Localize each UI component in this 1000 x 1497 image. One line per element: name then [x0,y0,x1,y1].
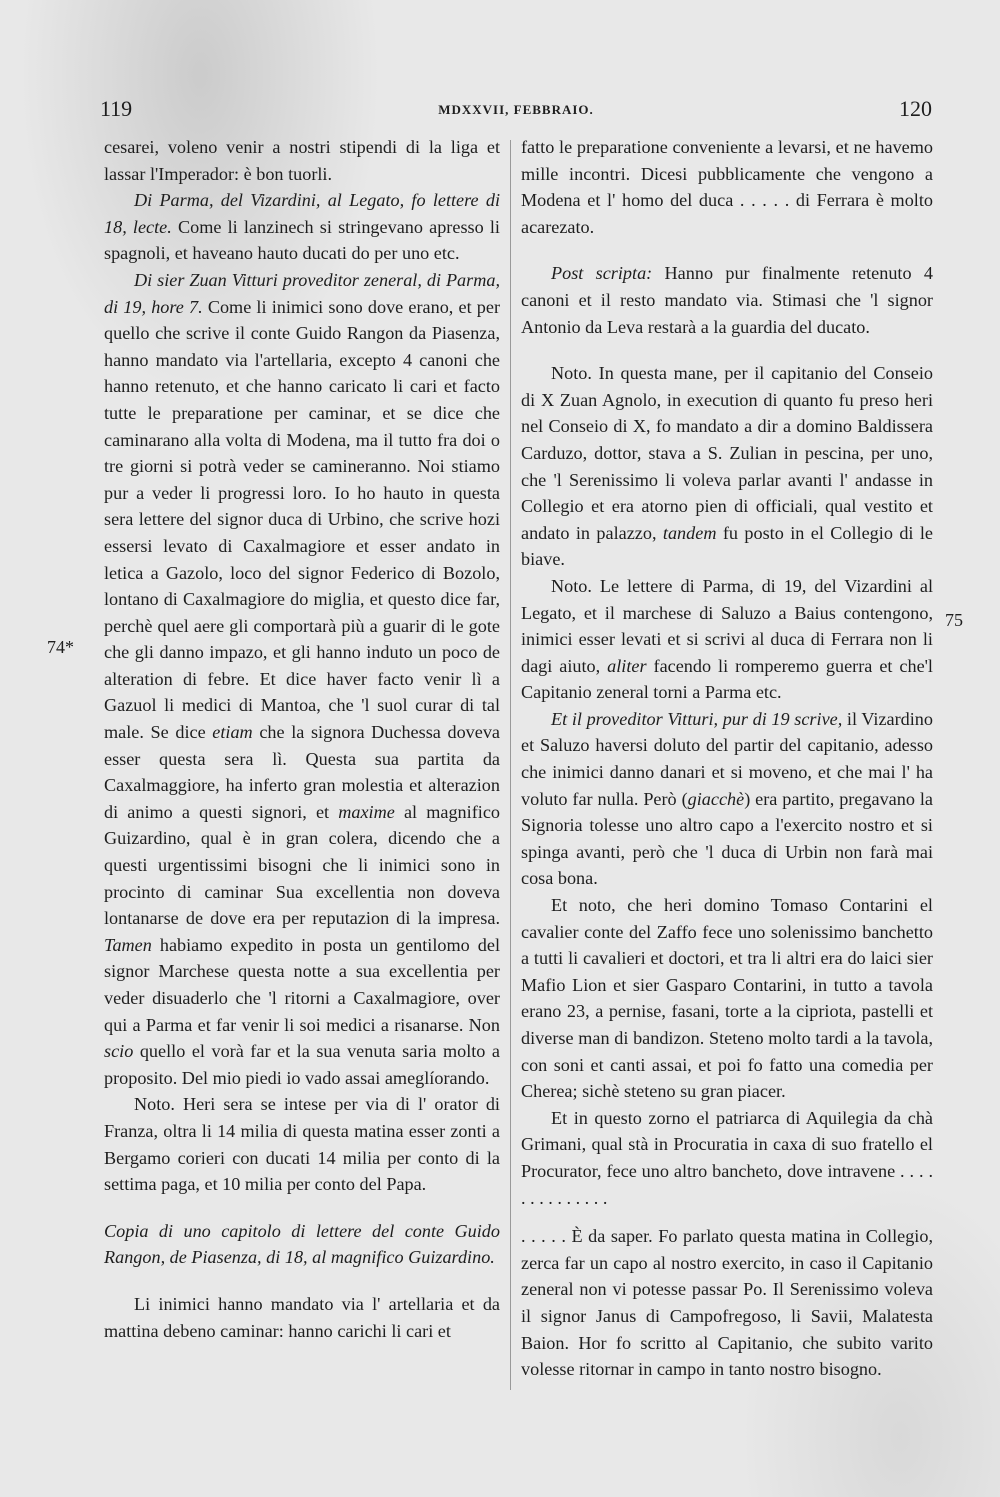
paragraph-text: habiamo expedito in posta un gentilomo del signor Marchese questa notte a sua excellentia per veder disuaderlo che 'l ritorni a Caxalmagiore, over qui a Parma et far venir li soi medici a risanarse. Non [104,934,500,1035]
paragraph-heading: Di sier Zuan Vitturi proveditor zeneral, di Parma, di 19, hore 7. [104,269,500,317]
italic-word: etiam [212,722,253,743]
left-column [104,134,500,1344]
paragraph [521,260,933,340]
spacer [521,340,933,360]
paragraph [521,573,933,706]
paragraph-text: Come li lanzinech si stringevano apresso li spagnoli, et haveano hauto ducati do per uno etc. [104,216,500,264]
italic-word: Tamen [104,934,152,955]
paragraph-heading: Di Parma, del Vizardini, al Legato, fo lettere di 18, lecte. [104,190,500,237]
paragraph-text: fu posto in el Collegio di le biave. [521,522,933,570]
italic-word: scio [104,1041,134,1062]
spacer [104,1271,500,1291]
paragraph-text: al magnifico Guizardino, qual è in gran colera, dicendo che a questi urgentissimi bisogni che li inimici sono in procinto di caminar Sua excellentia non doveva lontanarse de dove era per reputazion di la impresa. [104,801,500,929]
paragraph-text: Hanno pur finalmente retenuto 4 canoni et il resto mandato via. Stimasi che 'l signor Antonio da Leva restarà a la guardia del ducato. [521,263,933,337]
page-header [100,96,932,126]
spacer [104,1198,500,1218]
spacer [521,240,933,260]
page-number-right: 120 [899,96,932,121]
paragraph-text: Noto. Le lettere di Parma, di 19, del Vizardini al Legato, et il marchese di Saluzo a Baius contengono, inimici esser levati et si scrivi al duca di Ferrara non li dagi aiuto, [521,575,933,676]
paragraph-heading: Post scripta: [551,263,653,284]
paragraph-text: Come li inimici sono dove erano, et per quello che scrive il conte Guido Rangon da Piasenza, hanno mandato via l'artellaria, excepto 4 canoni che hanno retenuto, et che hanno caricato li cari et facto tutte le preparatione per caminar, et se dice che caminarano alla volta di Modena, ma il tutto fra doi o tre giorni si potrà veder se camineranno. Noi stiamo pur a veder li progressi loro. Io ho hauto in questa sera lettere del signor duca di Urbino, che scrive hozi essersi levato di Caxalmagiore et esser andato in letica a Gazolo, loco del signor Federico di Bozolo, lontano di Caxalmagiore do miglia, et questo dice far, perchè quel aere gli comportarà più a guarir di le gote che gli danno impazo, et gli hanno induto un poco de alteration di febre. Et dice haver facto venir lì a Gazuol li medici di Mantoa, che 'l suol curar di tal male. Se dice [104,296,501,743]
paragraph: fatto le preparatione conveniente a levarsi, et ne havemo mille incontri. Dicesi pubblicamente che vengono a Modena et l' homo del duca . . . . . di Ferrara è molto acarezato. [521,137,933,237]
spacer [521,1211,933,1223]
paragraph-text: facendo li romperemo guerra et che'l Capitanio zeneral torni a Parma etc. [521,655,933,703]
paragraph: Li inimici hanno mandato via l' artellaria et da mattina debeno caminar: hanno carichi li cari et [104,1293,500,1341]
paragraph-text: ) era partito, pregavano la Signoria tolesse uno altro capo a l'exercito nostro et si spinga avanti, però che 'l duca di Urbin non farà mai cosa bona. [521,788,933,889]
paragraph [104,187,500,267]
document-heading: Copia di uno capitolo di lettere del conte Guido Rangon, de Piasenza, di 18, al magnifico Guizardino. [104,1220,500,1268]
paragraph-text: quello el vorà far et la sua venuta saria molto a proposito. Del mio piedi io vado assai ameglíorando. [104,1041,500,1088]
running-title: MDXXVII, FEBBRAIO. [438,102,594,117]
paragraph [104,267,500,1091]
paragraph-heading: Et il proveditor Vitturi, pur di 19 scrive, [551,708,843,729]
italic-word: maxime [338,801,395,822]
margin-number-right: 75 [945,610,963,630]
margin-number-left: 74* [47,637,74,657]
paragraph [521,360,933,573]
paragraph: Et in questo zorno el patriarca di Aquilegia da chà Grimani, qual stà in Procuratia in caxa di suo fratello el Procurator, fece uno altro bancheto, dove intravene . . . . . . . . . . . . . . [521,1107,933,1208]
paragraph: . . . . . È da saper. Fo parlato questa matina in Collegio, zerca far un capo al nostro exercito, in caso il Capitanio zeneral non vi potesse passar Po. Il Serenissimo voleva il signor Janus di Campofregoso, li Savii, Malatesta Baion. Hor fo scritto al Capitanio, che subito varito volesse ritornar in campo in tanto nostro bisogno. [521,1226,933,1380]
italic-word: aliter [607,655,647,676]
paragraph [521,706,933,892]
italic-word: tandem [662,522,717,543]
paragraph-text: che la signora Duchessa doveva esser questa sera lì. Questa sua partita da Caxalmaggiore, ha inferto gran molestia et alterazion di animo a questi signori, et [104,722,500,822]
page-number-left: 119 [100,96,133,121]
paragraph: cesarei, voleno venir a nostri stipendi di la liga et lassar l'Imperador: è bon tuorli. [104,137,500,184]
paragraph: Noto. Heri sera se intese per via di l' orator di Franza, oltra li 14 milia di questa matina esser zonti a Bergamo corieri con ducati 14 milia per conto di la settima paga, et 10 milia per conto del Papa. [104,1094,500,1195]
paragraph-text: Noto. In questa mane, per il capitanio del Conseio di X Zuan Agnolo, in execution di quanto fu preso heri nel Conseio di X, fo mandato a dir a domino Baldissera Carduzo, dottor, stava a S. Zulian in pescina, per uno, che 'l Serenissimo li voleva parlar avanti l' andasse in Collegio et era atorno pien di officiali, qual vestito et andato in palazzo, [521,363,933,543]
italic-word: giacchè [687,788,745,809]
right-column [521,134,933,1383]
column-divider [510,140,511,1390]
paragraph: Et noto, che heri domino Tomaso Contarini el cavalier conte del Zaffo fece uno solenissimo banchetto a tutti li cavalieri et doctori, et tra li altri era do laici sier Mafio Lion et sier Gasparo Contarini, in tutto a tavola erano 23, a pernise, fasani, torte a la cipriota, pastelli et diverse man di bandizon. Steteno molto tardi a la tavola, con soni et canti assai, et poi fo fatto una comedia per Cherea; sichè steteno su gran piacer. [521,895,933,1102]
paragraph-text: il Vizardino et Saluzo haversi doluto del partir del capitanio, adesso che inimici danno danari et si moveno, et che mai l' ha voluto far nulla. Però ( [521,708,933,809]
